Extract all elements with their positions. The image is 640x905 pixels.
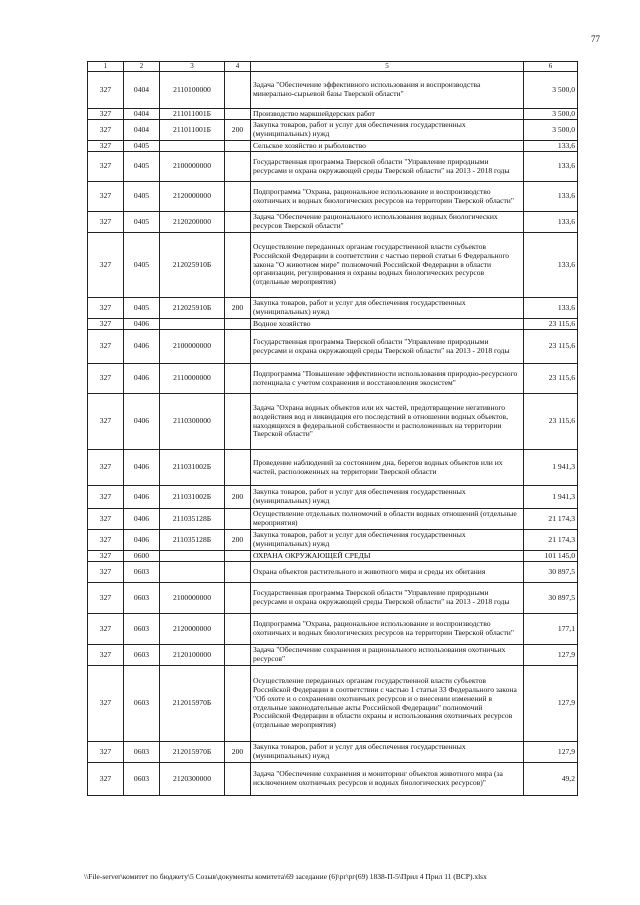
row-name: Закупка товаров, работ и услуг для обеспечения государственных (муниципальных) нужд xyxy=(251,742,524,763)
row-target-article: 211035128Б xyxy=(160,509,225,530)
row-target-article xyxy=(160,141,225,152)
row-section-code: 0406 xyxy=(124,330,160,364)
row-name: Закупка товаров, работ и услуг для обеспечения государственных (муниципальных) нужд xyxy=(251,298,524,319)
row-target-article: 2110100000 xyxy=(160,72,225,109)
row-name: Подпрограмма "Охрана, рациональное использование и воспроизводство охотничьих и водных биологических ресурсов на территории Тверской области" xyxy=(251,182,524,212)
row-expense-type: 200 xyxy=(225,486,251,509)
table-row xyxy=(88,330,578,364)
row-ministry-code: 327 xyxy=(88,645,124,666)
row-name: Закупка товаров, работ и услуг для обеспечения государственных (муниципальных) нужд xyxy=(251,530,524,551)
row-amount: 127,9 xyxy=(524,645,578,666)
row-section-code: 0406 xyxy=(124,486,160,509)
page-number: 77 xyxy=(591,34,600,44)
row-section-code: 0603 xyxy=(124,763,160,796)
row-amount: 23 115,6 xyxy=(524,319,578,330)
row-expense-type xyxy=(225,330,251,364)
row-amount: 3 500,0 xyxy=(524,72,578,109)
row-section-code: 0406 xyxy=(124,364,160,394)
row-name: Задача "Обеспечение сохранения и мониторинг объектов животного мира (за исключением охотничьих ресурсов и водных биологических ресурсов)" xyxy=(251,763,524,796)
row-amount: 49,2 xyxy=(524,763,578,796)
row-name: ОХРАНА ОКРУЖАЮЩЕЙ СРЕДЫ xyxy=(251,551,524,562)
row-name: Водное хозяйство xyxy=(251,319,524,330)
table-body xyxy=(88,72,578,796)
table-row xyxy=(88,509,578,530)
row-ministry-code: 327 xyxy=(88,72,124,109)
row-name: Подпрограмма "Повышение эффективности использования природно-ресурсного потенциала с учетом сохранения и восстановления экосистем" xyxy=(251,364,524,394)
row-amount: 1 941,3 xyxy=(524,486,578,509)
row-ministry-code: 327 xyxy=(88,120,124,141)
row-target-article: 2100000000 xyxy=(160,152,225,182)
row-name: Проведение наблюдений за состоянием дна, берегов водных объектов или их частей, расположенных на территории Тверской области xyxy=(251,450,524,486)
row-section-code: 0404 xyxy=(124,72,160,109)
row-section-code: 0406 xyxy=(124,509,160,530)
table-row xyxy=(88,152,578,182)
row-name: Подпрограмма "Охрана, рациональное использование и воспроизводство охотничьих и водных биологических ресурсов на территории Тверской области" xyxy=(251,614,524,645)
row-amount: 133,6 xyxy=(524,212,578,233)
row-ministry-code: 327 xyxy=(88,394,124,450)
row-expense-type xyxy=(225,562,251,583)
row-target-article: 2100000000 xyxy=(160,583,225,614)
row-section-code: 0404 xyxy=(124,109,160,120)
table-row xyxy=(88,562,578,583)
table-row xyxy=(88,763,578,796)
col-header-6: 6 xyxy=(524,62,578,72)
row-section-code: 0405 xyxy=(124,152,160,182)
table-row xyxy=(88,551,578,562)
row-section-code: 0406 xyxy=(124,530,160,551)
row-ministry-code: 327 xyxy=(88,763,124,796)
row-section-code: 0603 xyxy=(124,562,160,583)
table-row xyxy=(88,109,578,120)
row-expense-type xyxy=(225,72,251,109)
row-target-article: 2110000000 xyxy=(160,364,225,394)
table-header-row xyxy=(88,62,578,72)
row-name: Задача "Охрана водных объектов или их частей, предотвращение негативного воздействия вод и ликвидация его последствий в отношении водных объектов, находящихся в федеральной собственности и расположенных на территории Тверской области" xyxy=(251,394,524,450)
table-row xyxy=(88,120,578,141)
table-row xyxy=(88,364,578,394)
row-ministry-code: 327 xyxy=(88,182,124,212)
table-row xyxy=(88,666,578,742)
row-expense-type xyxy=(225,509,251,530)
row-name: Охрана объектов растительного и животного мира и среды их обитания xyxy=(251,562,524,583)
row-ministry-code: 327 xyxy=(88,666,124,742)
row-ministry-code: 327 xyxy=(88,109,124,120)
budget-table xyxy=(87,61,578,796)
row-target-article: 212025910Б xyxy=(160,298,225,319)
row-section-code: 0603 xyxy=(124,614,160,645)
row-name: Осуществление переданных органам государственной власти субъектов Российской Федерации в соответствии с частью 1 статьи 33 Федерального закона "Об охоте и о сохранении охотничьих ресурсов и о внесении изменений в отдельные законодательные акты Российской Федерации" полномочий Российской Федерации в области охраны и использования охотничьих ресурсов (отдельные мероприятия) xyxy=(251,666,524,742)
row-amount: 127,9 xyxy=(524,742,578,763)
row-expense-type xyxy=(225,319,251,330)
row-ministry-code: 327 xyxy=(88,141,124,152)
row-section-code: 0405 xyxy=(124,212,160,233)
row-expense-type xyxy=(225,182,251,212)
row-ministry-code: 327 xyxy=(88,583,124,614)
row-expense-type xyxy=(225,763,251,796)
col-header-3: 3 xyxy=(160,62,225,72)
row-target-article: 211031002Б xyxy=(160,450,225,486)
table-row xyxy=(88,450,578,486)
row-target-article: 2120000000 xyxy=(160,182,225,212)
row-section-code: 0405 xyxy=(124,141,160,152)
row-target-article: 2120200000 xyxy=(160,212,225,233)
row-target-article: 2110300000 xyxy=(160,394,225,450)
row-expense-type xyxy=(225,152,251,182)
row-name: Осуществление переданных органам государственной власти субъектов Российской Федерации в соответствии с частью первой статьи 6 Федерального закона "О животном мире" полномочий Российской Федерации в области организации, регулирования и охраны водных биологических ресурсов (отдельные мероприятия) xyxy=(251,233,524,298)
row-ministry-code: 327 xyxy=(88,152,124,182)
row-amount: 133,6 xyxy=(524,298,578,319)
row-name: Задача "Обеспечение эффективного использования и воспроизводства минерально-сырьевой базы Тверской области" xyxy=(251,72,524,109)
row-expense-type xyxy=(225,450,251,486)
row-target-article: 212015970Б xyxy=(160,742,225,763)
row-amount: 101 145,0 xyxy=(524,551,578,562)
row-target-article: 2120300000 xyxy=(160,763,225,796)
row-amount: 21 174,3 xyxy=(524,509,578,530)
table-row xyxy=(88,141,578,152)
row-section-code: 0405 xyxy=(124,182,160,212)
row-target-article: 2100000000 xyxy=(160,330,225,364)
file-path-footer: \\File-server\комитет по бюджету\5 Созыв\документы комитета\69 заседание (6)\рг\рг(69) 1838-П-5\Прил 4 Прил 11 (ВСР).xlsx xyxy=(84,872,487,881)
row-expense-type xyxy=(225,212,251,233)
row-ministry-code: 327 xyxy=(88,530,124,551)
row-ministry-code: 327 xyxy=(88,742,124,763)
row-target-article: 212015970Б xyxy=(160,666,225,742)
row-expense-type xyxy=(225,666,251,742)
row-amount: 133,6 xyxy=(524,182,578,212)
row-expense-type xyxy=(225,233,251,298)
row-expense-type: 200 xyxy=(225,530,251,551)
row-expense-type xyxy=(225,394,251,450)
row-expense-type xyxy=(225,364,251,394)
row-ministry-code: 327 xyxy=(88,319,124,330)
row-amount: 23 115,6 xyxy=(524,330,578,364)
row-amount: 133,6 xyxy=(524,141,578,152)
table-row xyxy=(88,486,578,509)
row-expense-type: 200 xyxy=(225,298,251,319)
row-ministry-code: 327 xyxy=(88,364,124,394)
row-target-article: 211031002Б xyxy=(160,486,225,509)
row-ministry-code: 327 xyxy=(88,509,124,530)
col-header-2: 2 xyxy=(124,62,160,72)
row-amount: 23 115,6 xyxy=(524,364,578,394)
row-section-code: 0603 xyxy=(124,666,160,742)
row-name: Государственная программа Тверской области "Управление природными ресурсами и охрана окружающей среды Тверской области" на 2013 - 2018 годы xyxy=(251,152,524,182)
row-amount: 30 897,5 xyxy=(524,562,578,583)
table-row xyxy=(88,233,578,298)
row-ministry-code: 327 xyxy=(88,551,124,562)
col-header-4: 4 xyxy=(225,62,251,72)
row-section-code: 0406 xyxy=(124,319,160,330)
table-row xyxy=(88,645,578,666)
row-target-article xyxy=(160,319,225,330)
row-section-code: 0406 xyxy=(124,450,160,486)
row-section-code: 0405 xyxy=(124,298,160,319)
row-name: Осуществление отдельных полномочий в области водных отношений (отдельные мероприятия) xyxy=(251,509,524,530)
row-expense-type xyxy=(225,109,251,120)
row-expense-type xyxy=(225,614,251,645)
row-amount: 133,6 xyxy=(524,233,578,298)
row-name: Закупка товаров, работ и услуг для обеспечения государственных (муниципальных) нужд xyxy=(251,486,524,509)
row-target-article xyxy=(160,551,225,562)
row-amount: 177,1 xyxy=(524,614,578,645)
row-amount: 3 500,0 xyxy=(524,120,578,141)
row-amount: 30 897,5 xyxy=(524,583,578,614)
row-target-article: 212025910Б xyxy=(160,233,225,298)
row-expense-type xyxy=(225,583,251,614)
table-row xyxy=(88,72,578,109)
row-amount: 1 941,3 xyxy=(524,450,578,486)
table-row xyxy=(88,182,578,212)
row-ministry-code: 327 xyxy=(88,212,124,233)
row-target-article xyxy=(160,562,225,583)
table-row xyxy=(88,583,578,614)
table-row xyxy=(88,394,578,450)
row-section-code: 0405 xyxy=(124,233,160,298)
row-name: Закупка товаров, работ и услуг для обеспечения государственных (муниципальных) нужд xyxy=(251,120,524,141)
row-target-article: 211011001Б xyxy=(160,120,225,141)
row-target-article: 2120000000 xyxy=(160,614,225,645)
row-ministry-code: 327 xyxy=(88,330,124,364)
row-amount: 23 115,6 xyxy=(524,394,578,450)
table-row xyxy=(88,212,578,233)
row-name: Государственная программа Тверской области "Управление природными ресурсами и охрана окружающей среды Тверской области" на 2013 - 2018 годы xyxy=(251,583,524,614)
row-ministry-code: 327 xyxy=(88,450,124,486)
row-expense-type xyxy=(225,141,251,152)
col-header-5: 5 xyxy=(251,62,524,72)
row-ministry-code: 327 xyxy=(88,233,124,298)
row-amount: 127,9 xyxy=(524,666,578,742)
row-ministry-code: 327 xyxy=(88,614,124,645)
row-amount: 133,6 xyxy=(524,152,578,182)
row-name: Сельское хозяйство и рыболовство xyxy=(251,141,524,152)
row-expense-type xyxy=(225,551,251,562)
row-expense-type: 200 xyxy=(225,120,251,141)
row-section-code: 0406 xyxy=(124,394,160,450)
row-target-article: 2120100000 xyxy=(160,645,225,666)
row-ministry-code: 327 xyxy=(88,562,124,583)
table-row xyxy=(88,614,578,645)
row-name: Производство маркшейдерских работ xyxy=(251,109,524,120)
row-name: Задача "Обеспечение сохранения и рационального использования охотничьих ресурсов" xyxy=(251,645,524,666)
row-ministry-code: 327 xyxy=(88,486,124,509)
row-target-article: 211011001Б xyxy=(160,109,225,120)
table-row xyxy=(88,298,578,319)
row-section-code: 0600 xyxy=(124,551,160,562)
row-section-code: 0404 xyxy=(124,120,160,141)
table-row xyxy=(88,530,578,551)
row-section-code: 0603 xyxy=(124,742,160,763)
row-section-code: 0603 xyxy=(124,583,160,614)
row-section-code: 0603 xyxy=(124,645,160,666)
row-expense-type: 200 xyxy=(225,742,251,763)
row-ministry-code: 327 xyxy=(88,298,124,319)
row-target-article: 211035128Б xyxy=(160,530,225,551)
row-expense-type xyxy=(225,645,251,666)
row-amount: 21 174,3 xyxy=(524,530,578,551)
table-row xyxy=(88,319,578,330)
row-name: Государственная программа Тверской области "Управление природными ресурсами и охрана окружающей среды Тверской области" на 2013 - 2018 годы xyxy=(251,330,524,364)
col-header-1: 1 xyxy=(88,62,124,72)
row-amount: 3 500,0 xyxy=(524,109,578,120)
table-row xyxy=(88,742,578,763)
row-name: Задача "Обеспечение рационального использования водных биологических ресурсов Тверской области" xyxy=(251,212,524,233)
